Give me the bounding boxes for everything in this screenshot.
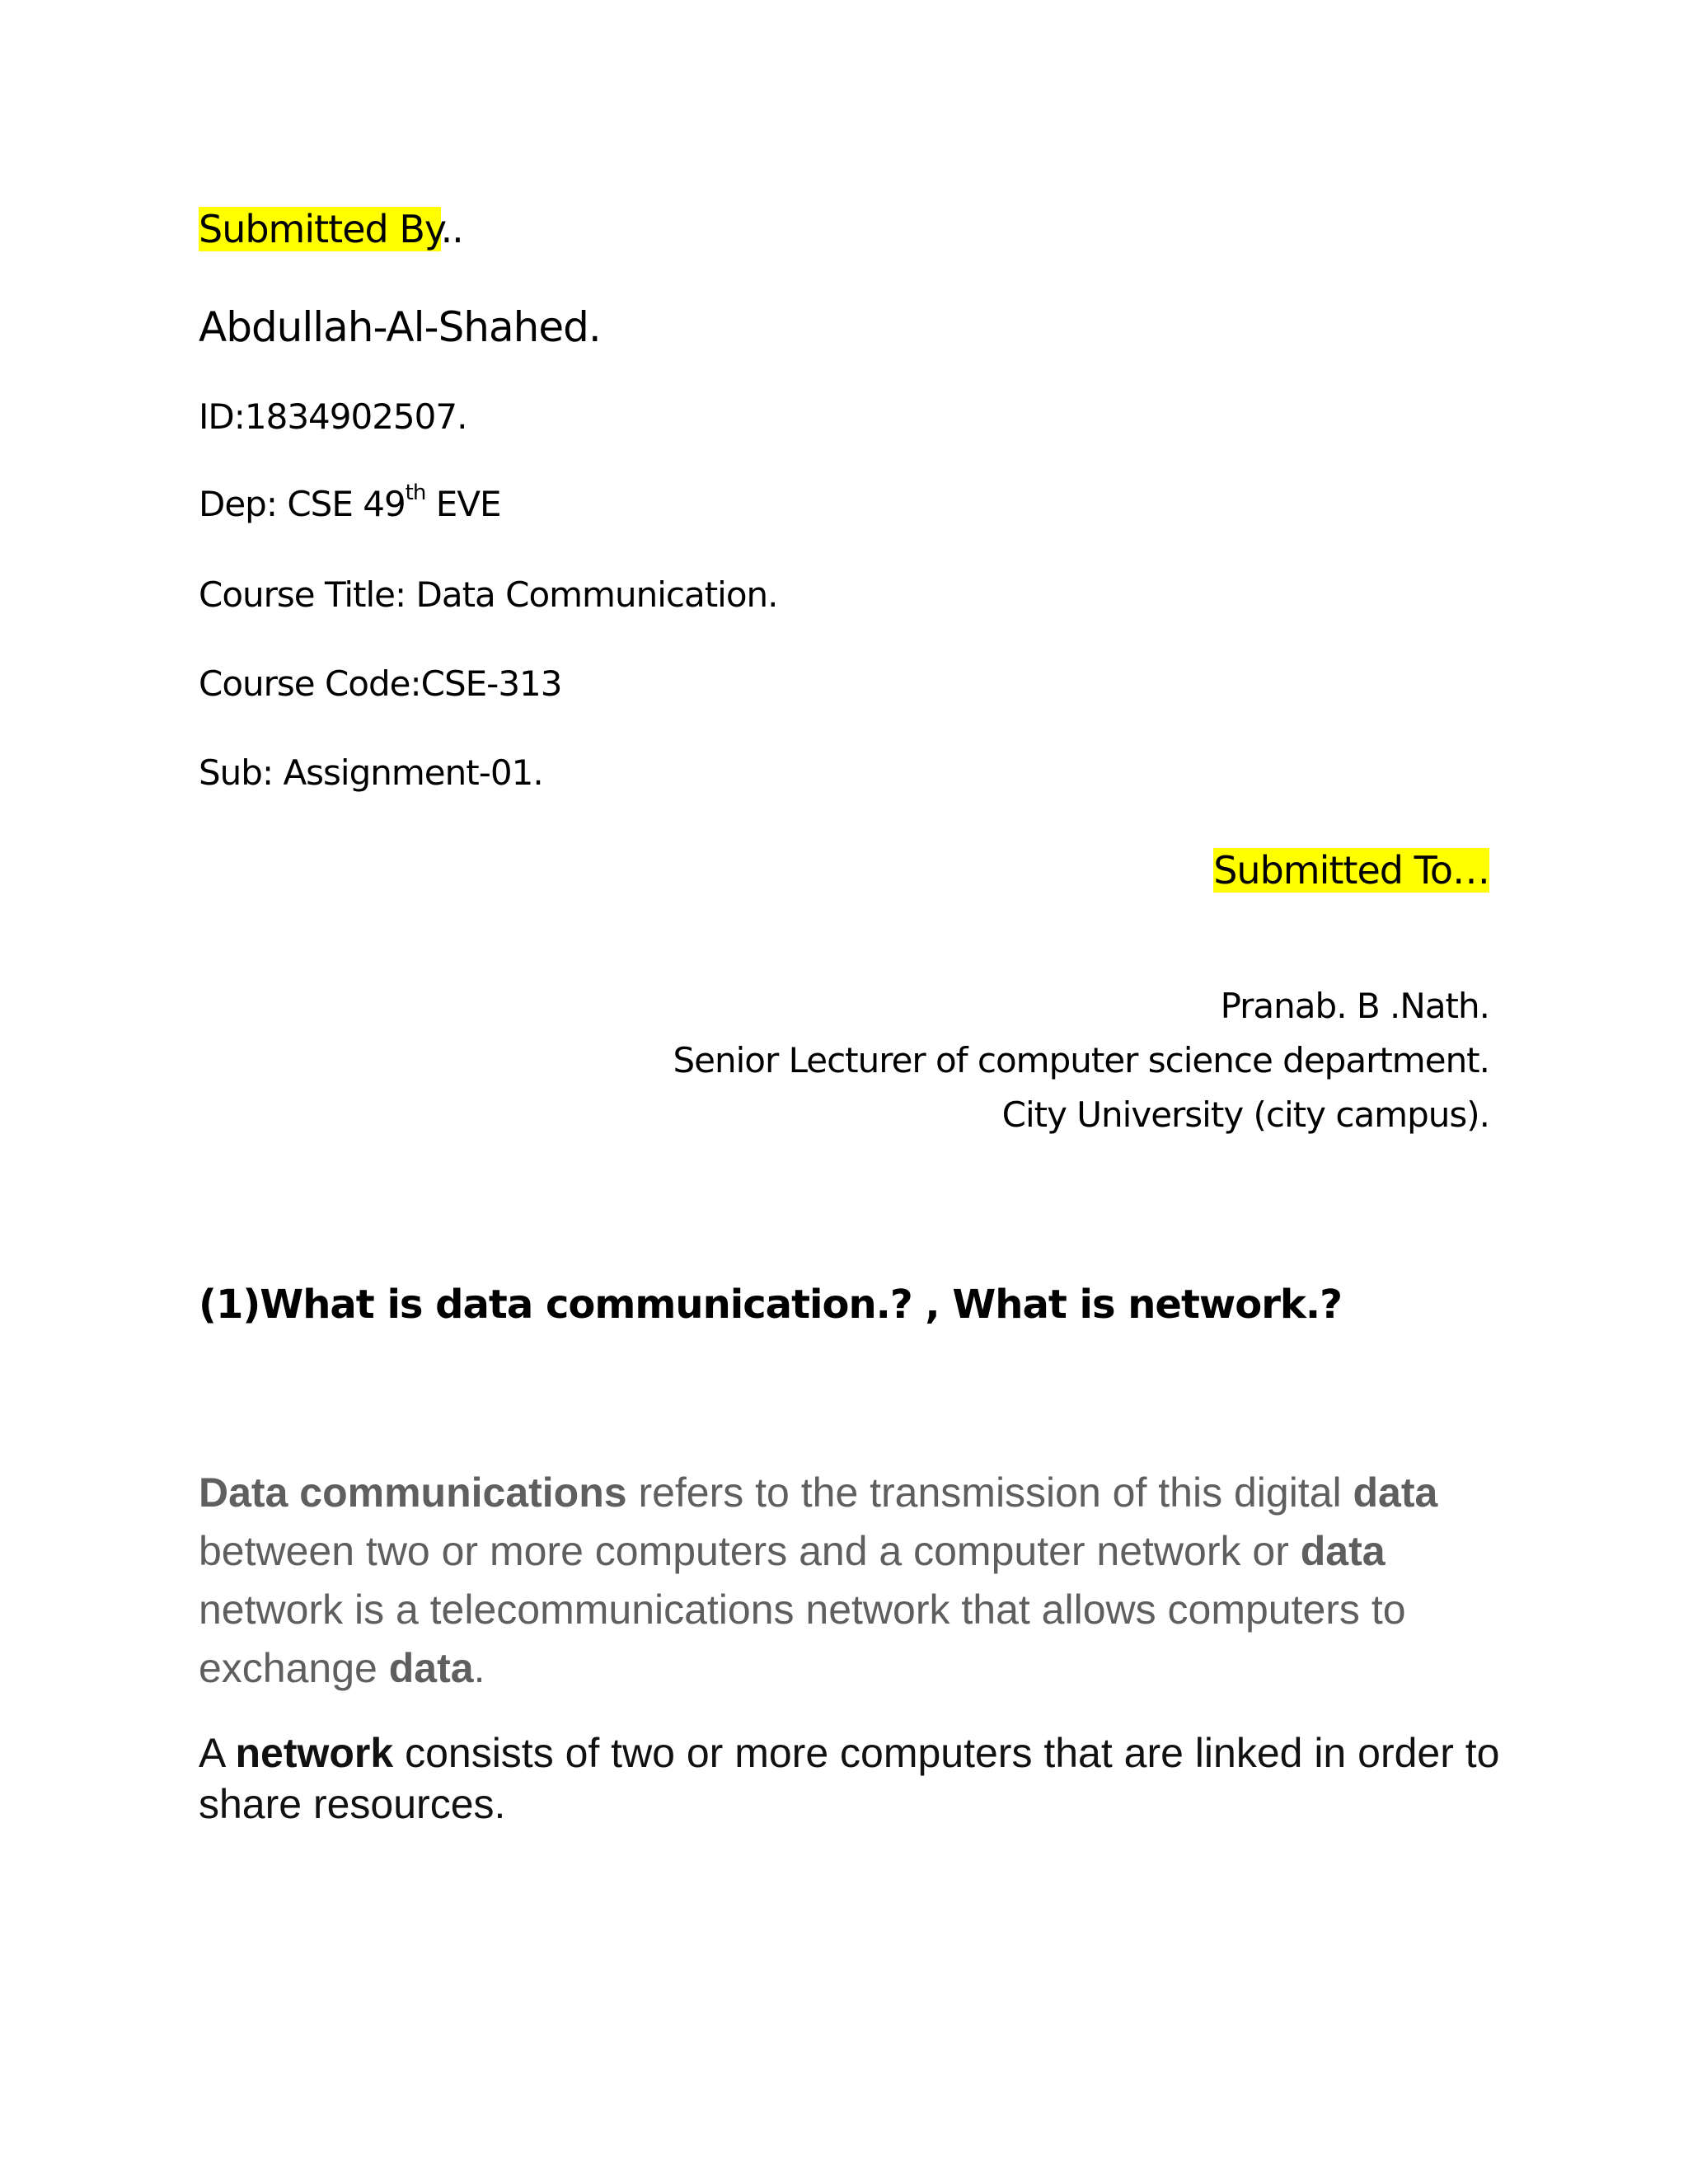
question-heading: (1)What is data communication.? , What is network.?: [199, 1282, 1342, 1328]
answer-p1-text-4: .: [473, 1645, 485, 1691]
course-title: Course Title: Data Communication.: [199, 574, 778, 615]
student-name: Abdullah-Al-Shahed.: [199, 303, 601, 351]
answer-p2-text-2: consists of two or more computers that are linked in order to share resources.: [199, 1730, 1500, 1827]
course-code: Course Code:CSE-313: [199, 663, 562, 704]
answer-p1-bold-1: Data communications: [199, 1469, 627, 1516]
answer-paragraph-2: [199, 1727, 1517, 1830]
teacher-designation: Senior Lecturer of computer science department.: [673, 1040, 1489, 1080]
answer-p2-bold-1: network: [235, 1730, 394, 1776]
dep-suffix: EVE: [425, 484, 501, 524]
answer-p1-text-2: between two or more computers and a computer network or: [199, 1528, 1301, 1574]
answer-p1-text-3: network is a telecommunications network that allows computers to exchange: [199, 1586, 1406, 1691]
submitted-by-suffix: ..: [440, 207, 463, 251]
student-id: ID:1834902507.: [199, 396, 467, 437]
subject: Sub: Assignment-01.: [199, 752, 543, 793]
teacher-name: Pranab. B .Nath.: [1220, 986, 1489, 1026]
submitted-by-label: Submitted By: [199, 207, 441, 251]
answer-p1-text-1: refers to the transmission of this digital: [626, 1469, 1353, 1516]
submitted-to-heading: [1213, 839, 1489, 902]
answer-p1-bold-3: data: [1300, 1528, 1386, 1574]
dep-superscript: th: [405, 480, 426, 505]
answer-p1-bold-4: data: [388, 1645, 474, 1691]
dep-prefix: Dep: CSE 49: [199, 484, 406, 524]
answer-paragraph-1: [199, 1464, 1517, 1698]
submitted-to-label: Submitted To…: [1213, 848, 1489, 893]
answer-p2-text-1: A: [199, 1730, 236, 1776]
teacher-university: City University (city campus).: [1001, 1094, 1489, 1135]
submitted-by-heading: [199, 199, 463, 259]
answer-p1-bold-2: data: [1353, 1469, 1438, 1516]
student-department: [199, 480, 501, 534]
